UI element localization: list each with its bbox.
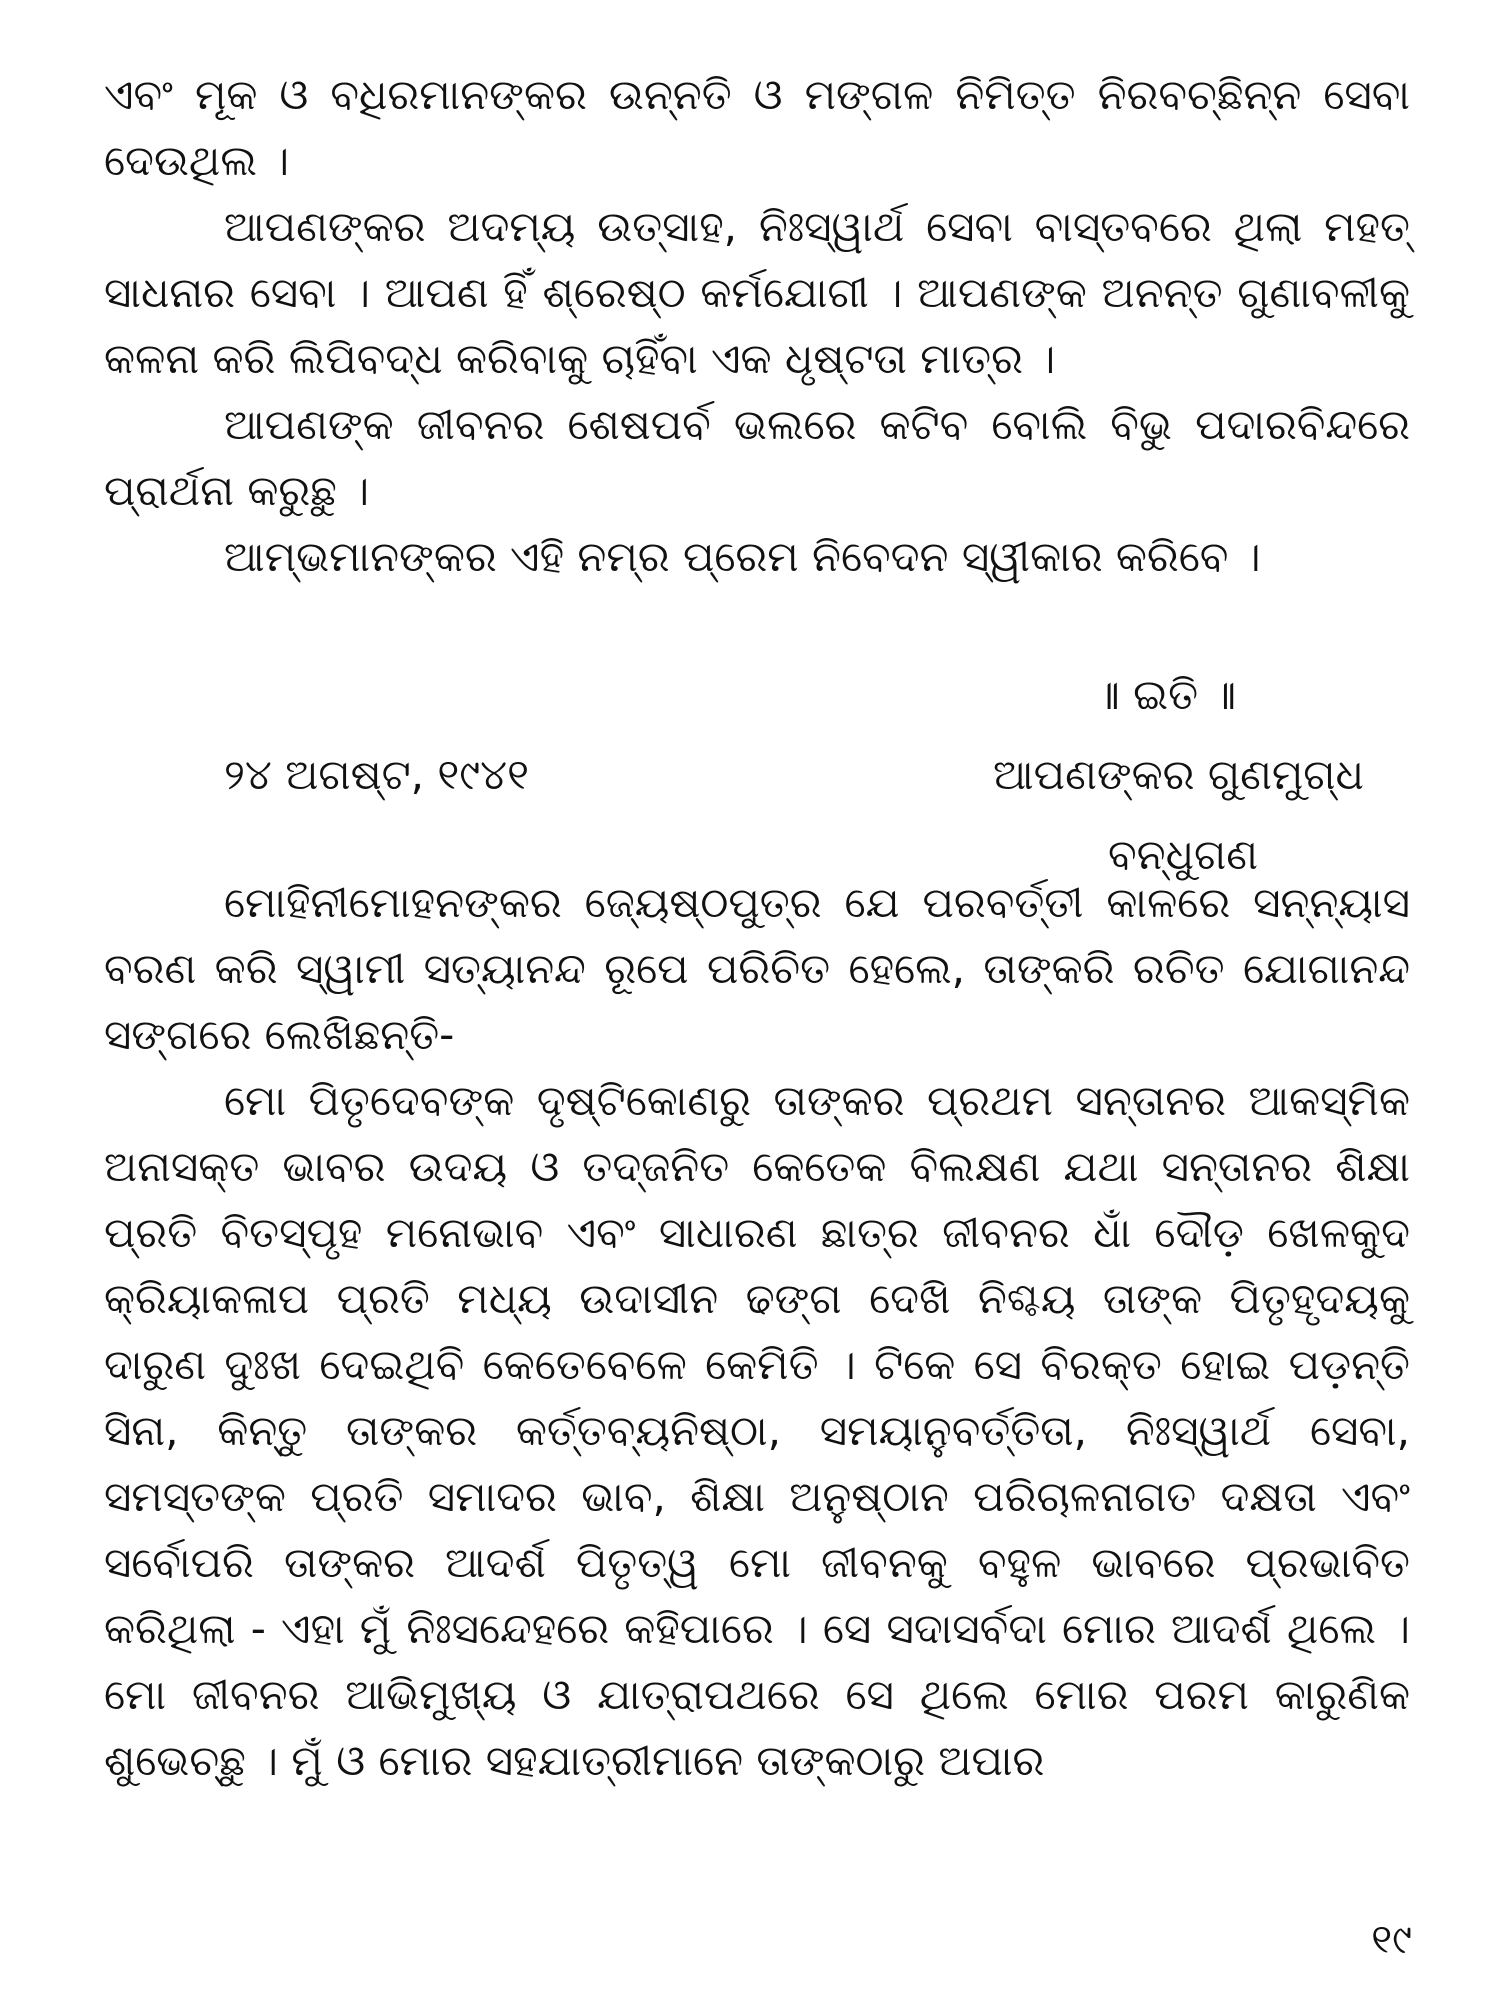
narrative-body (104, 870, 1410, 1794)
paragraph-continuation: ଏବଂ ମୂକ ଓ ବଧିରମାନଙ୍କର ଉନ୍ନତି ଓ ମଙ୍ଗଳ ନିମିତ୍ତ ନିରବଚ୍ଛିନ୍ନ ସେବା ଦେଉଥିଲ । (104, 70, 1410, 185)
letter-date: ୨୪ ଅଗଷ୍ଟ, ୧୯୪୧ (224, 750, 529, 799)
paragraph-satyananda-intro: ମୋହିନୀମୋହନଙ୍କର ଜ୍ୟେଷ୍ଠପୁତ୍ର ଯେ ପରବର୍ତ୍ତୀ କାଳରେ ସନ୍ନ୍ୟାସ ବରଣ କରି ସ୍ୱାମୀ ସତ୍ୟାନନ୍ଦ ରୂପେ ପରିଚିତ ହେଲେ, ତାଙ୍କରି ରଚିତ ଯୋଗାନନ୍ଦ ସଙ୍ଗରେ ଲେଖିଛନ୍ତି- (104, 878, 1410, 1059)
paragraph-prayer: ଆପଣଙ୍କ ଜୀବନର ଶେଷପର୍ବ ଭଲରେ କଟିବ ବୋଲି ବିଭୁ ପଦାରବିନ୍ଦରେ ପ୍ରାର୍ଥନା କରୁଛୁ । (104, 400, 1410, 515)
letter-signers: ବନ୍ଧୁଗଣ (1108, 830, 1259, 879)
letter-signoff: ଆପଣଙ୍କର ଗୁଣମୁଗ୍ଧ (993, 750, 1364, 799)
letter-body (104, 62, 1410, 590)
iti-marker: ॥ ଇତି ॥ (1095, 670, 1237, 719)
paragraph-enthusiasm: ଆପଣଙ୍କର ଅଦମ୍ୟ ଉତ୍ସାହ, ନିଃସ୍ୱାର୍ଥ ସେବା ବାସ୍ତବରେ ଥିଲା ମହତ୍ ସାଧନାର ସେବା । ଆପଣ ହିଁ ଶ୍ରେଷ୍ଠ କର୍ମଯୋଗୀ । ଆପଣଙ୍କ ଅନନ୍ତ ଗୁଣାବଳୀକୁ କଳନା କରି ଲିପିବଦ୍ଧ କରିବାକୁ ଚାହିଁବା ଏକ ଧୃଷ୍ଟତା ମାତ୍ର । (104, 202, 1410, 383)
page-number: ୧୯ (1371, 1917, 1412, 1963)
paragraph-father-memoir: ମୋ ପିତୃଦେବଙ୍କ ଦୃଷ୍ଟିକୋଣରୁ ତାଙ୍କର ପ୍ରଥମ ସନ୍ତାନର ଆକସ୍ମିକ ଅନାସକ୍ତ ଭାବର ଉଦୟ ଓ ତଦ୍‌ଜନିତ କେତେକ ବିଲକ୍ଷଣ ଯଥା ସନ୍ତାନର ଶିକ୍ଷା ପ୍ରତି ବିତସ୍ପୃହ ମନୋଭାବ ଏବଂ ସାଧାରଣ ଛାତ୍ର ଜୀବନର ଧାଁ ଦୌଡ଼ ଖେଳକୁଦ କ୍ରିୟାକଳାପ ପ୍ରତି ମଧ୍ୟ ଉଦାସୀନ ଢଙ୍ଗ ଦେଖି ନିଶ୍ଚୟ ତାଙ୍କ ପିତୃହୃଦୟକୁ ଦାରୁଣ ଦୁଃଖ ଦେଇଥିବି କେତେବେଳେ କେମିତି । ଟିକେ ସେ ବିରକ୍ତ ହୋଇ ପଡ଼ନ୍ତି ସିନା, କିନ୍ତୁ ତାଙ୍କର କର୍ତ୍ତବ୍ୟନିଷ୍ଠା, ସମୟାନୁବର୍ତ୍ତିତା, ନିଃସ୍ୱାର୍ଥ ସେବା, ସମସ୍ତଙ୍କ ପ୍ରତି ସମାଦର ଭାବ, ଶିକ୍ଷା ଅନୁଷ୍ଠାନ ପରିଚାଳନାଗତ ଦକ୍ଷତା ଏବଂ ସର୍ବୋପରି ତାଙ୍କର ଆଦର୍ଶ ପିତୃତ୍ୱ ମୋ ଜୀବନକୁ ବହୁଳ ଭାବରେ ପ୍ରଭାବିତ କରିଥିଲା - ଏହା ମୁଁ ନିଃସନ୍ଦେହରେ କହିପାରେ । ସେ ସଦାସର୍ବଦା ମୋର ଆଦର୍ଶ ଥିଲେ । ମୋ ଜୀବନର ଆଭିମୁଖ୍ୟ ଓ ଯାତ୍ରାପଥରେ ସେ ଥିଲେ ମୋର ପରମ କାରୁଣିକ ଶୁଭେଚ୍ଛୁ । ମୁଁ ଓ ମୋର ସହଯାତ୍ରୀମାନେ ତାଙ୍କଠାରୁ ଅପାର (104, 1076, 1410, 1785)
paragraph-request: ଆମ୍ଭମାନଙ୍କର ଏହି ନମ୍ର ପ୍ରେମ ନିବେଦନ ସ୍ୱୀକାର କରିବେ । (224, 532, 1261, 581)
